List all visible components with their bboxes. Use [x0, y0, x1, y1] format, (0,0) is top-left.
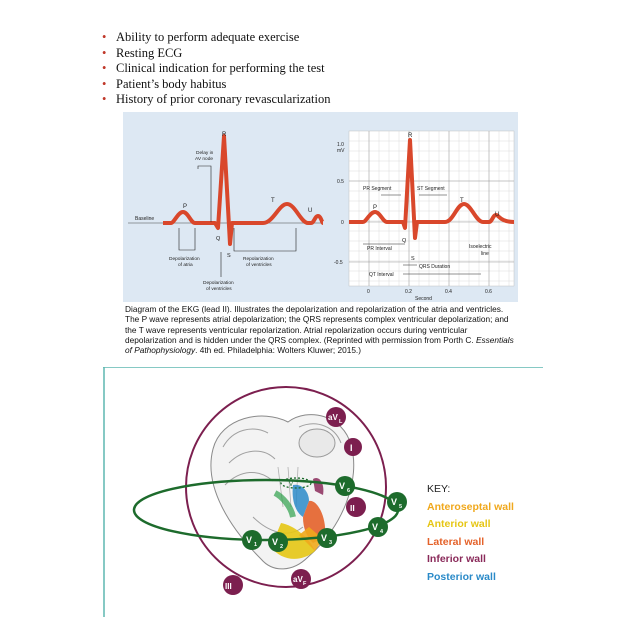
q-label: Q — [216, 236, 221, 242]
v4-sub: 4 — [380, 529, 384, 535]
u-label: U — [308, 208, 313, 214]
s2-label: S — [411, 256, 415, 262]
p2-label: P — [373, 205, 378, 211]
y-unit: mV — [337, 148, 345, 154]
baseline-label: Baseline — [135, 216, 155, 222]
isoelectric-line2: line — [481, 251, 489, 257]
ecg-right-chart — [334, 131, 514, 302]
x-axis-label: Second — [415, 296, 432, 302]
figure-caption — [125, 304, 515, 355]
delay-label-line2: AV node — [195, 157, 214, 162]
bullet-item: • Resting ECG — [100, 46, 331, 62]
key-item-anteroseptal: Anteroseptal wall — [427, 500, 514, 513]
inner-v-label: V — [289, 482, 294, 488]
x-tick-4: 0.6 — [485, 289, 492, 295]
criteria-list — [100, 30, 331, 108]
qrs-duration-label: QRS Duration — [419, 264, 451, 270]
ecg-left-diagram — [128, 132, 323, 292]
avl-main: aV — [328, 413, 338, 422]
v1-sub: 1 — [254, 542, 258, 548]
v3-sub: 3 — [329, 540, 333, 546]
bullet-item: • Patient’s body habitus — [100, 77, 331, 93]
ecg-trace-left — [163, 136, 323, 244]
key-item-inferior: Inferior wall — [427, 553, 486, 566]
st-segment-label: ST Segment — [417, 186, 445, 192]
avf-main: aV — [293, 575, 303, 584]
bullet-item: • Ability to perform adequate exercise — [100, 30, 331, 46]
lead-ii-marker — [346, 497, 366, 517]
lead-i-marker — [344, 438, 362, 456]
v4-main: V — [372, 522, 379, 532]
key-item-posterior: Posterior wall — [427, 570, 496, 583]
q2-label: Q — [402, 238, 407, 244]
y-tick-4: -0.5 — [334, 260, 343, 266]
v2-main: V — [272, 537, 279, 547]
key-item-lateral: Lateral wall — [427, 535, 485, 548]
v5-main: V — [391, 497, 398, 507]
ecg-figure — [123, 112, 518, 302]
caption-book-title: Essentials of Pathophysiology — [125, 334, 514, 356]
depol-atria-line1: Depolarization — [169, 257, 200, 262]
repol-line2: of ventricles — [246, 263, 272, 268]
isoelectric-line1: Isoelectric — [469, 244, 492, 250]
lead-avl-marker — [326, 407, 346, 427]
depol-atria-line2: of atria — [178, 263, 193, 268]
lead-iii-label: III — [225, 582, 232, 591]
x-tick-3: 0.4 — [445, 289, 452, 295]
lead-v4-marker — [368, 517, 388, 537]
v6-main: V — [339, 481, 346, 491]
caption-text: Diagram of the EKG (lead II). Illustrates the depolarization and repolarization of the atria and ventricles. The P wave represents atrial depolarization; the QRS represents complex ventricular depolarization; and the T wave represents ventricular repolarization. Atrial repolarization occurs during ventricular depolarization and is hidden under the QRS complex. (Reprinted with permission from Porth C. — [125, 304, 509, 345]
avf-sub: F — [303, 581, 307, 587]
lead-iii-marker — [223, 575, 243, 595]
wall-key-legend — [427, 481, 514, 587]
key-title: KEY: — [427, 483, 451, 495]
delay-bracket — [198, 166, 211, 222]
depol-vent-line2: of ventricles — [206, 287, 232, 292]
y-tick-3: 0 — [341, 220, 344, 226]
v5-sub: 5 — [399, 504, 403, 510]
v1-main: V — [246, 535, 253, 545]
delay-label-line1: Delay in — [196, 151, 214, 156]
bullet-item: • History of prior coronary revascularization — [100, 92, 331, 108]
repol-line1: Repolarization — [243, 257, 274, 262]
lead-v5-marker — [387, 492, 407, 512]
lead-avf-marker — [291, 569, 311, 589]
repol-bracket — [234, 228, 296, 251]
lead-ii-label: II — [350, 503, 355, 513]
s-label: S — [227, 253, 231, 259]
v6-sub: 6 — [347, 488, 351, 494]
v2-sub: 2 — [280, 544, 284, 550]
t2-label: T — [460, 198, 464, 204]
depol-vent-line1: Depolarization — [203, 281, 234, 286]
x-tick-2: 0.2 — [405, 289, 412, 295]
qt-interval-label: QT Interval — [369, 272, 394, 278]
atria-bracket — [179, 228, 195, 250]
y-tick-2: 0.5 — [337, 179, 344, 185]
r2-label: R — [408, 133, 413, 139]
lead-i-label: I — [350, 443, 353, 453]
u2-label: U — [495, 212, 500, 218]
key-item-anterior: Anterior wall — [427, 518, 491, 531]
v3-main: V — [321, 533, 328, 543]
t-label: T — [271, 198, 275, 204]
y-tick-1: 1.0 — [337, 142, 344, 148]
pr-segment-label: PR Segment — [363, 186, 392, 192]
bullet-item: • Clinical indication for performing the test — [100, 61, 331, 77]
caption-citation: . 4th ed. Philadelphia: Wolters Kluwer; 2015.) — [195, 345, 362, 356]
avl-sub: L — [339, 419, 343, 425]
r-label: R — [222, 132, 227, 138]
lead-v2-marker — [268, 532, 288, 552]
pr-interval-label: PR Interval — [367, 246, 392, 252]
lead-v3-marker — [317, 528, 337, 548]
aorta-ring — [299, 429, 335, 457]
x-tick-1: 0 — [367, 289, 370, 295]
p-label: P — [183, 204, 188, 210]
lead-v6-marker — [335, 476, 355, 496]
lead-v1-marker — [242, 530, 262, 550]
